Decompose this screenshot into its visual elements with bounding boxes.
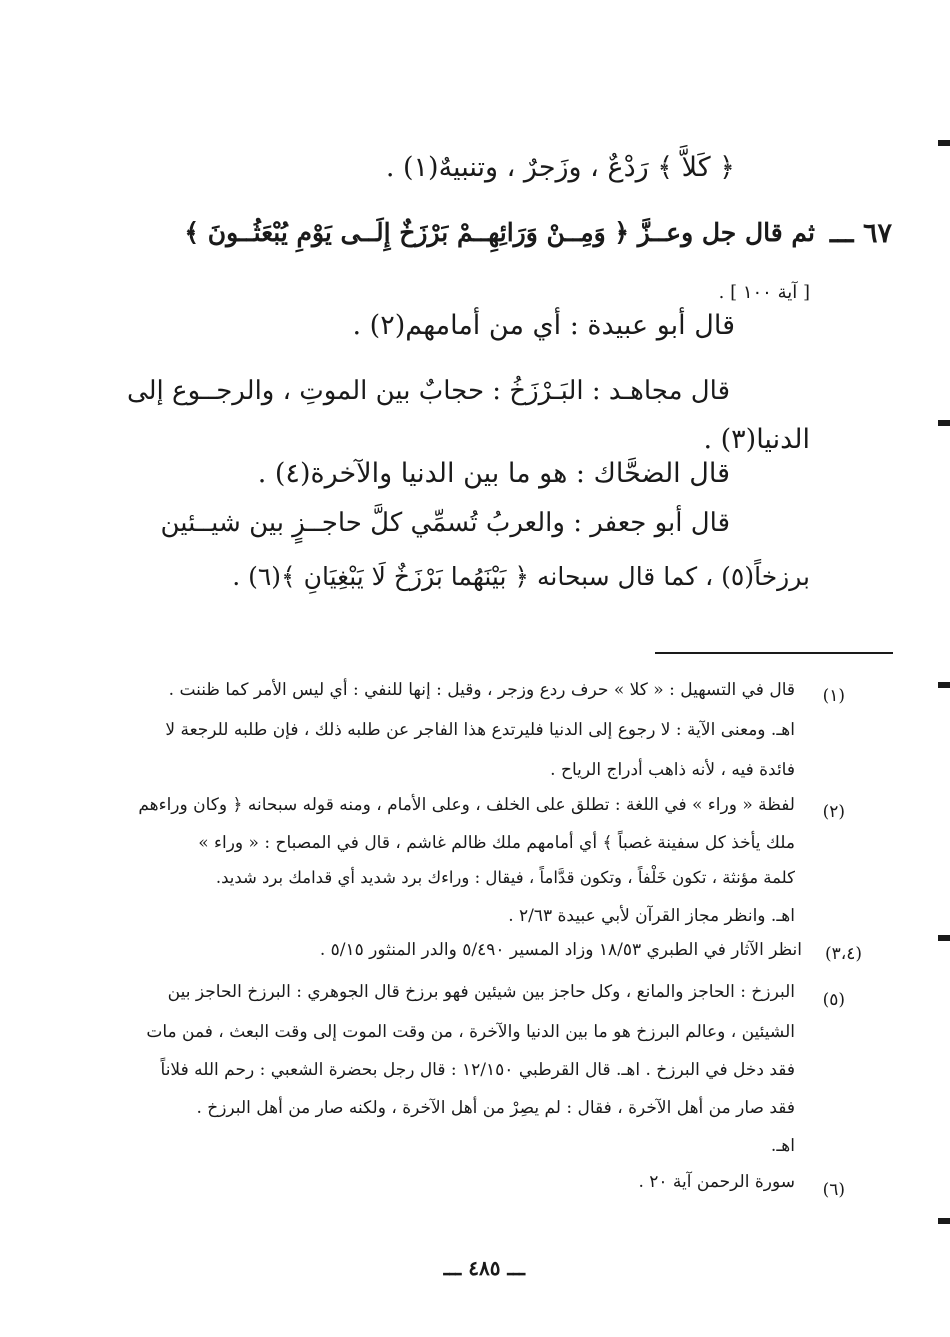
verse-statement: ثم قال جل وعــزَّ ﴿ وَمِــنْ وَرَائِهِــمْ بَرْزَخٌ إِلَــى يَوْمِ يُبْعَثُــونَ ﴾	[184, 218, 815, 247]
scan-edge-mark	[938, 935, 950, 941]
footnote-6-line: سورة الرحمن آية ٢٠ .	[638, 1172, 795, 1192]
footnote-number: (٦)	[822, 1180, 845, 1200]
commentary-abu-jafar: قال أبو جعفر : والعربُ تُسمِّي كلَّ حاجــزٍ بين شيــئين	[160, 508, 730, 538]
footnote-number: (٥)	[822, 990, 845, 1010]
commentary-mujahid: قال مجاهـد : البَـرْزَخُ : حجابٌ بين الموتِ ، والرجــوع إلى	[126, 376, 730, 406]
footnote-2-line: اهـ. وانظر مجاز القرآن لأبي عبيدة ٢/٦٣ .	[508, 906, 795, 926]
footnote-5-line: البرزخ : الحاجز والمانع ، وكل حاجز بين شيئين فهو برزخ قال الجوهري : البرزخ الحاجز بين	[167, 982, 795, 1002]
verse-line: ﴿ كَلاَّ ﴾ رَدْعٌ ، وزَجرٌ ، وتنبيهٌ(١) .	[385, 152, 735, 183]
footnote-5-line: اهـ.	[770, 1136, 795, 1156]
footnote-5-line: فقد صار من أهل الآخرة ، فقال : لم يصِرْ من أهل الآخرة ، ولكنه صار من أهل البرزخ .	[196, 1098, 795, 1118]
footnote-2-line: كلمة مؤنثة ، تكون خَلْفاً ، وتكون قدَّاماً ، فيقال : وراءك برد شديد أي قدامك برد شديد.	[215, 868, 795, 887]
scan-edge-mark	[938, 682, 950, 688]
commentary-abu-jafar-cont: برزخاً(٥) ، كما قال سبحانه ﴿ بَيْنَهُما بَرْزَخٌ لَا يَبْغِيَانِ ﴾(٦) .	[232, 562, 810, 591]
footnote-5-line: الشيئين ، وعالم البرزخ هو ما بين الدنيا والآخرة ، من وقت الموت إلى وقت البعث ، فمن مات	[146, 1022, 795, 1042]
scan-edge-mark	[938, 140, 950, 146]
commentary-mujahid-cont: الدنيا(٣) .	[703, 424, 810, 455]
item-number: ٦٧ ـــ	[829, 218, 892, 249]
verse-reference: [ آية ١٠٠ ] .	[718, 282, 810, 303]
page-number: ـــ ٤٨٥ ـــ	[443, 1256, 525, 1280]
footnote-separator	[655, 652, 893, 654]
footnote-5-line: فقد دخل في البرزخ . اهـ. قال القرطبي ١٢/١٥٠ : قال رجل بحضرة الشعبي : رحم الله فلاناً	[160, 1060, 795, 1080]
commentary-abu-ubaida: قال أبو عبيدة : أي من أمامهم(٢) .	[352, 310, 735, 341]
footnote-number: (٢)	[822, 802, 845, 822]
footnote-2-line: ملك يأخذ كل سفينة غصباً ﴾ أي أمامهم ملك ظالم غاشم ، قال في المصباح : « وراء »	[198, 833, 795, 853]
footnote-3-4-line: انظر الآثار في الطبري ١٨/٥٣ وزاد المسير ٥/٤٩٠ والدر المنثور ٥/١٥ .	[319, 940, 802, 960]
footnote-number: (٣،٤)	[824, 944, 862, 964]
footnote-number: (١)	[822, 686, 845, 706]
footnote-1-line: اهـ. ومعنى الآية : لا رجوع إلى الدنيا فليرتدع هذا الفاجر عن طلبه ذلك ، فإن طلبه للرجعة لا	[165, 720, 795, 740]
commentary-dahhak: قال الضحَّاك : هو ما بين الدنيا والآخرة(٤) .	[257, 458, 730, 489]
scan-edge-mark	[938, 420, 950, 426]
footnote-1-line: فائدة فيه ، لأنه ذاهب أدراج الرياح .	[550, 760, 795, 780]
footnote-1-line: قال في التسهيل : « كلا » حرف ردع وزجر ، وقيل : إنها للنفي : أي ليس الأمر كما ظننت .	[168, 680, 795, 700]
scan-edge-mark	[938, 1218, 950, 1224]
footnote-2-line: لفظة « وراء » في اللغة : تطلق على الخلف ، وعلى الأمام ، ومنه قوله سبحانه ﴿ وكان وراءهم	[138, 795, 795, 815]
